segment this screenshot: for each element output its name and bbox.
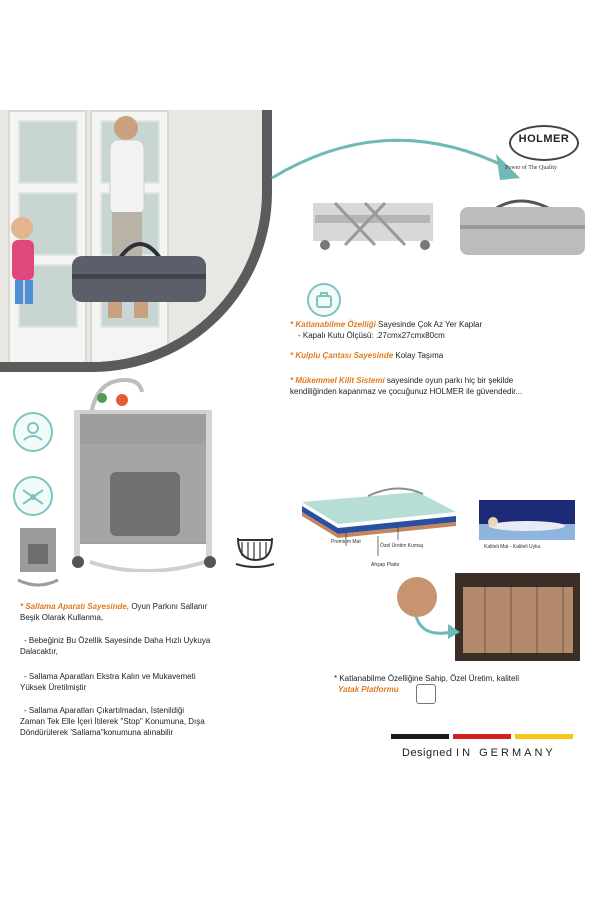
brand-logo [505,125,579,171]
carry-bag-image [455,195,590,260]
feature-lock: * Mükemmel Kilit Sistemi sayesinde oyun parkı hiç bir şekilde [290,376,514,385]
feature-lock-text: sayesinde oyun parkı hiç bir şekilde [384,376,514,385]
flag-bar-red [453,734,511,739]
rocking-mechanism-icon [13,476,53,516]
arrow-graphic [268,118,528,188]
feature-rocking-b2a: - Sallama Aparatları Ekstra Kalın ve Mukavemeti [24,672,196,681]
feature-fold-highlight: Katlanabilme Özelliği [295,320,376,329]
feature-bag-highlight: Kulplu Çantası Sayesinde [295,351,394,360]
arrow-curve-graphic [412,612,462,642]
flag-bar-black [391,734,449,739]
label-kaliteli: Kaliteli Mat - Kaliteli Uyku [484,544,541,550]
feature-rocking-title: * Sallama Aparatı Sayesinde, Oyun Parkını Sallanır [20,602,208,611]
flag-bar-gold [515,734,573,739]
brand-name: HOLMER [518,133,570,145]
feature-platform-line1: * Katlanabilme Özelliğine Sahip, Özel Üretim, kaliteli [334,674,519,683]
label-ozel: Özel Üretim Kumaş [380,543,424,549]
rocking-playpen-thumb [14,520,62,590]
feature-rocking-b3b: Zaman Tek Elle İçeri İtilerek ''Stop'' Konumuna, Dışa [20,717,205,726]
bag-icon [307,283,341,317]
feature-rocking-rest: Oyun Parkını Sallanır [129,602,208,611]
sleeping-person-image [479,500,575,540]
label-premium: Premium Mat [331,539,361,545]
folded-playpen-image [305,195,445,255]
feature-lock-highlight: Mükemmel Kilit Sistemi [295,376,385,385]
feature-bag: * Kulplu Çantası Sayesinde Kolay Taşıma [290,351,444,360]
designed-prefix: Designed [402,747,457,759]
feature-rocking-b2b: Yüksek Üretilmiştir [20,683,87,692]
quality-badge-icon [416,684,436,704]
fabric-sample-image [397,577,437,617]
feature-rocking-b3c: Döndürülerek 'Sallama''konumuna alınabilir [20,728,174,737]
label-ahsap: Ahşap Platte [371,562,400,568]
designed-suffix: IN GERMANY [456,747,556,759]
people-illustration [0,110,262,362]
feature-rocking-b3a: - Sallama Aparatları Çıkartılmadan, İstenildiği [24,706,185,715]
mattress-layers-image [298,484,460,560]
product-photo-carrying [0,110,272,372]
cradle-icon [232,528,278,568]
feature-fold: * Katlanabilme Özelliği Sayesinde Çok Az Yer Kaplar [290,320,483,329]
feature-platform-text: Katlanabilme Özelliğine Sahip, Özel Üretim, kaliteli [339,674,519,683]
designed-in-germany [402,747,556,759]
feature-rocking-b1a: - Bebeğiniz Bu Özellik Sayesinde Daha Hızlı Uykuya [24,636,211,645]
brand-tagline: Power of The Quality [505,165,558,171]
feature-rocking-b1b: Dalacaktır, [20,647,58,656]
feature-bag-text: Kolay Taşıma [393,351,444,360]
feature-lock-line2: kendiliğinden kapanmaz ve çocuğunuz HOLMER ile güvendedir... [290,387,523,396]
playpen-image [70,372,220,572]
feature-size: - Kapalı Kutu Ölçüsü: .27cmx27cmx80cm [298,331,445,340]
feature-fold-text: Sayesinde Çok Az Yer Kaplar [375,320,483,329]
feature-platform-highlight: Yatak Platformu [338,685,399,694]
feature-rocking-line2: Beşik Olarak Kullanma, [20,613,104,622]
feature-rocking-highlight: Sallama Aparatı Sayesinde, [25,602,130,611]
bed-platform-image [455,573,580,661]
baby-sleep-icon [13,412,53,452]
